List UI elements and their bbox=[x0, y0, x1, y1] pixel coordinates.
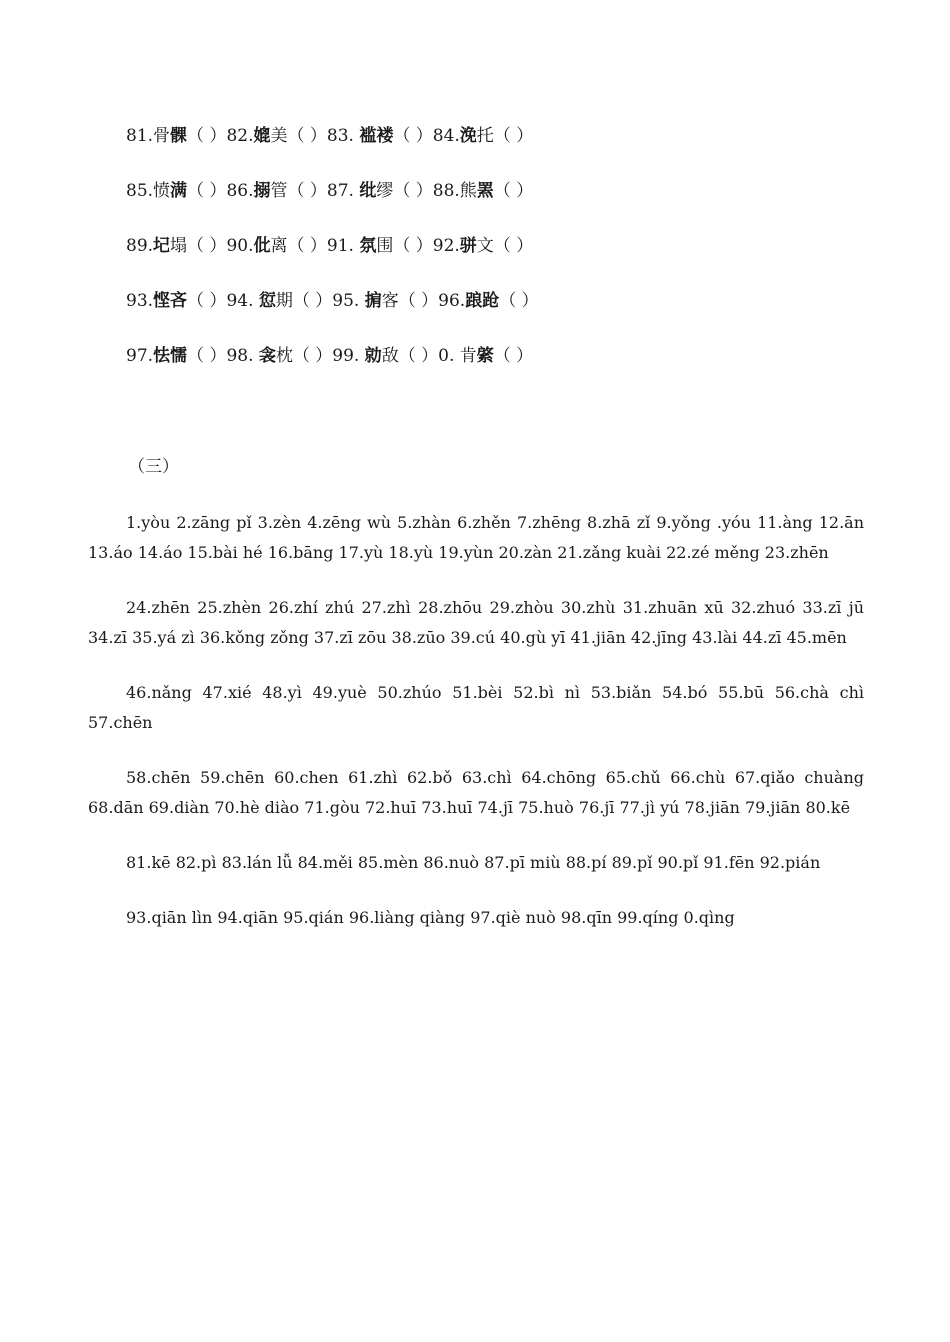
section-title: （三） bbox=[128, 457, 179, 477]
question-line: 97.怯懦（ ）98. 衾枕（ ）99. 勍敌（ ）0. 肯綮（ ） bbox=[126, 346, 534, 366]
answer-paragraph: 93.qiān lìn 94.qiān 95.qián 96.liàng qiàng 97.qiè nuò 98.qīn 99.qíng 0.qìng bbox=[126, 908, 735, 927]
answer-paragraph: 81.kē 82.pì 83.lán lǚ 84.měi 85.mèn 86.nuò 87.pī miù 88.pí 89.pǐ 90.pǐ 91.fēn 92.pián bbox=[126, 853, 821, 872]
question-line: 89.圮塌（ ）90.仳离（ ）91. 氛围（ ）92.骈文（ ） bbox=[126, 236, 534, 256]
question-line: 85.愤满（ ）86.搦管（ ）87. 纰缪（ ）88.熊罴（ ） bbox=[126, 181, 534, 201]
question-list bbox=[126, 118, 886, 393]
answer-paragraph: 1.yòu 2.zāng pǐ 3.zèn 4.zēng wù 5.zhàn 6.zhěn 7.zhēng 8.zhā zǐ 9.yǒng .yóu 11.àng 12.ān 13.áo 14.áo 15.bài hé 16.bāng 17.yù 18.yù 19.yùn 20.zàn 21.zǎng kuài 22.zé měng 23.zhēn bbox=[88, 513, 864, 562]
answer-paragraph: 46.nǎng 47.xié 48.yì 49.yuè 50.zhúo 51.bèi 52.bì nì 53.biǎn 54.bó 55.bū 56.chà chì 57.chēn bbox=[88, 683, 864, 732]
question-line: 93.悭吝（ ）94. 愆期（ ）95. 掮客（ ）96.踉跄（ ） bbox=[126, 291, 539, 311]
answer-paragraph: 58.chēn 59.chēn 60.chen 61.zhì 62.bǒ 63.chì 64.chōng 65.chǔ 66.chù 67.qiǎo chuàng 68.dān 69.diàn 70.hè diào 71.gòu 72.huī 73.huī 74.jī 75.huò 76.jī 77.jì yú 78.jiān 79.jiān 80.kē bbox=[88, 768, 864, 817]
answer-paragraph: 24.zhēn 25.zhèn 26.zhí zhú 27.zhì 28.zhōu 29.zhòu 30.zhù 31.zhuān xū 32.zhuó 33.zī jū 34.zī 35.yá zì 36.kǒng zǒng 37.zī zōu 38.zūo 39.cú 40.gù yī 41.jiān 42.jīng 43.lài 44.zī 45.mēn bbox=[88, 598, 864, 647]
question-line: 81.骨髁（ ）82.媲美（ ）83. 褴褛（ ）84.浼托（ ） bbox=[126, 126, 534, 146]
answer-key bbox=[88, 508, 864, 958]
